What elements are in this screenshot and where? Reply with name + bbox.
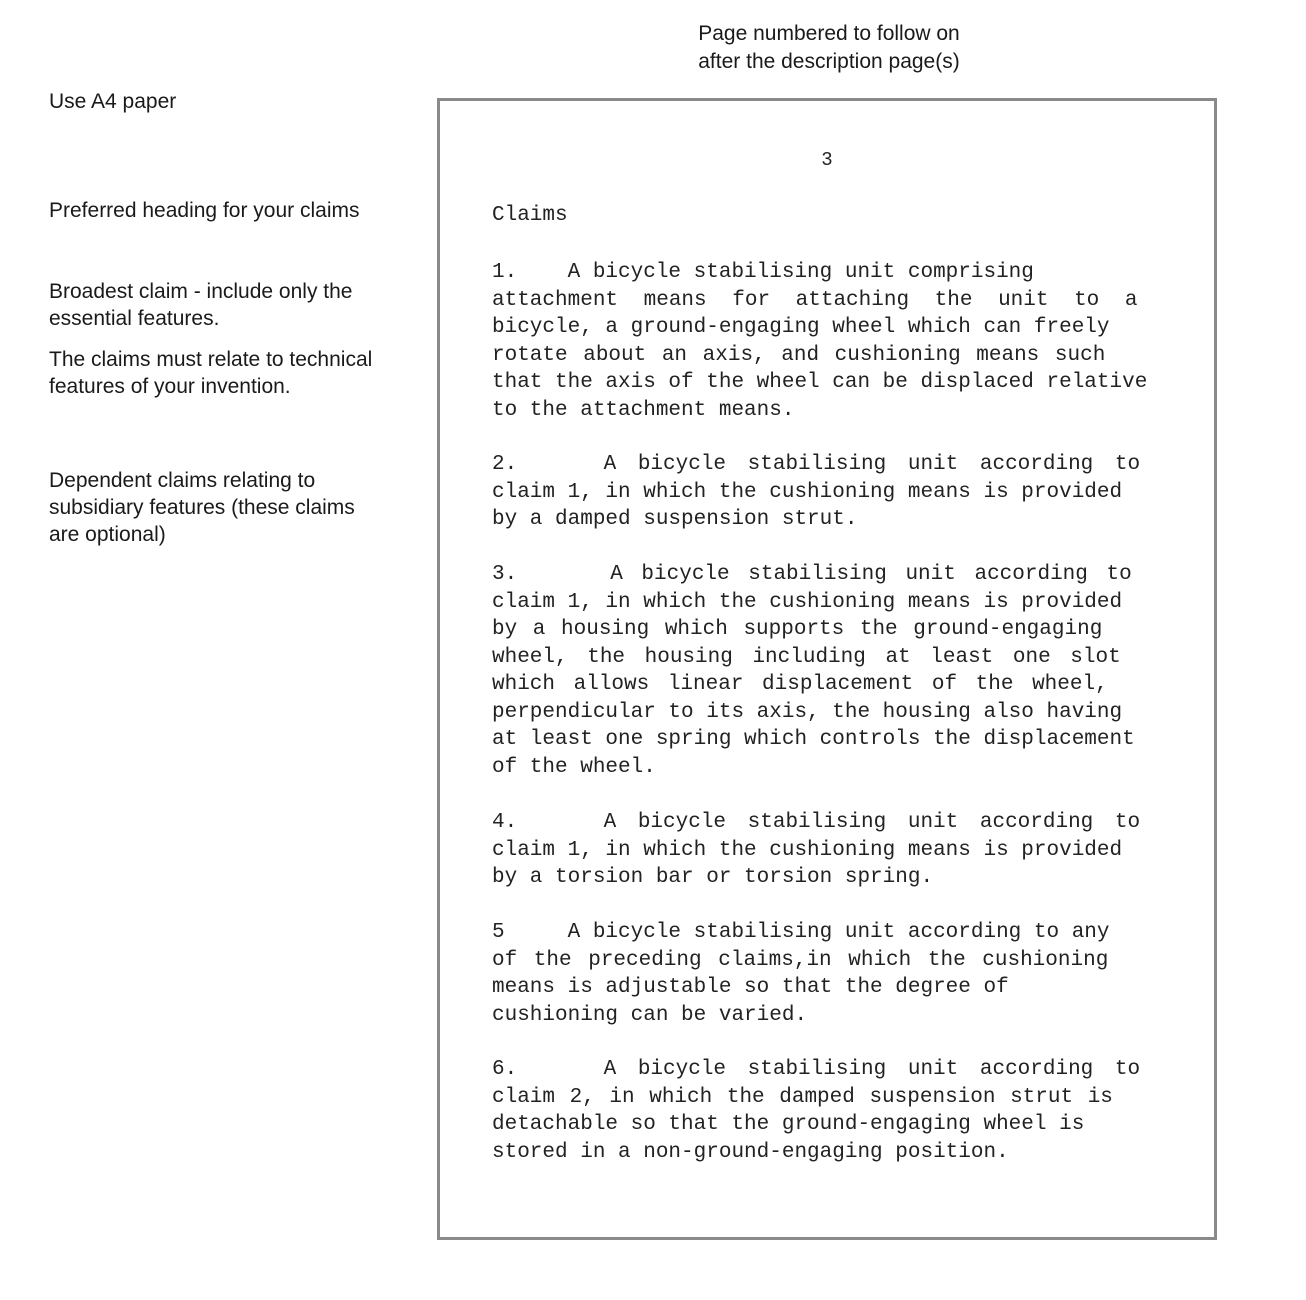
claim-line: by a housing which supports the ground-engaging bbox=[492, 618, 1103, 641]
page-number: 3 bbox=[821, 149, 833, 171]
claim-line: 3. A bicycle stabilising unit according to bbox=[492, 563, 1132, 586]
claim-line: 2. A bicycle stabilising unit according to bbox=[492, 453, 1141, 476]
claim-line: claim 1, in which the cushioning means is provided bbox=[492, 590, 1123, 614]
claims-heading: Claims bbox=[492, 204, 568, 227]
claim-line: of the wheel. bbox=[492, 755, 656, 779]
technical-features-note-line: features of your invention. bbox=[49, 375, 291, 398]
claim-6 bbox=[492, 1056, 1167, 1166]
paper-note: Use A4 paper bbox=[49, 90, 177, 113]
claim-1 bbox=[492, 259, 1167, 424]
technical-features-note bbox=[49, 346, 409, 400]
dependent-claims-note-line: subsidiary features (these claims bbox=[49, 496, 355, 519]
claim-line: claim 2, in which the damped suspension strut is bbox=[492, 1085, 1113, 1109]
broadest-claim-note bbox=[49, 278, 409, 332]
claim-line: to the attachment means. bbox=[492, 398, 795, 422]
page-number-note-line: after the description page(s) bbox=[698, 50, 960, 73]
claim-line: 5 A bicycle stabilising unit according to any bbox=[492, 921, 1110, 944]
page-number-note-line: Page numbered to follow on bbox=[698, 22, 960, 45]
claim-line: stored in a non-ground-engaging position. bbox=[492, 1140, 1009, 1164]
claim-line: attachment means for attaching the unit to a bbox=[492, 288, 1138, 312]
claim-line: that the axis of the wheel can be displaced relative bbox=[492, 371, 1148, 394]
claim-line: 4. A bicycle stabilising unit according to bbox=[492, 811, 1141, 834]
claim-line: means is adjustable so that the degree of bbox=[492, 976, 1009, 999]
claim-line: bicycle, a ground-engaging wheel which can freely bbox=[492, 316, 1110, 339]
claim-line: by a torsion bar or torsion spring. bbox=[492, 866, 934, 889]
claim-line: rotate about an axis, and cushioning means such bbox=[492, 343, 1106, 367]
claim-line: which allows linear displacement of the wheel, bbox=[492, 673, 1108, 696]
claim-line: 6. A bicycle stabilising unit according to bbox=[492, 1058, 1141, 1081]
claim-line: perpendicular to its axis, the housing also having bbox=[492, 700, 1123, 724]
dependent-claims-note-line: Dependent claims relating to bbox=[49, 469, 316, 492]
dependent-claims-note-line: are optional) bbox=[49, 523, 166, 546]
claim-line: detachable so that the ground-engaging wheel is bbox=[492, 1113, 1085, 1136]
claim-line: wheel, the housing including at least one slot bbox=[492, 645, 1121, 669]
heading-note: Preferred heading for your claims bbox=[49, 199, 360, 222]
claim-5 bbox=[492, 919, 1167, 1029]
dependent-claims-note bbox=[49, 467, 409, 548]
claim-line: of the preceding claims,in which the cushioning bbox=[492, 948, 1109, 972]
claim-4 bbox=[492, 809, 1167, 892]
page-number-note bbox=[640, 20, 1018, 76]
claim-line: claim 1, in which the cushioning means is provided bbox=[492, 838, 1123, 862]
broadest-claim-note-line: Broadest claim - include only the bbox=[49, 280, 353, 303]
claim-3 bbox=[492, 561, 1167, 781]
claim-line: 1. A bicycle stabilising unit comprising bbox=[492, 261, 1034, 284]
claim-line: cushioning can be varied. bbox=[492, 1003, 808, 1027]
broadest-claim-note-line: essential features. bbox=[49, 307, 220, 330]
claim-line: at least one spring which controls the displacement bbox=[492, 728, 1135, 751]
a4-sheet bbox=[437, 98, 1217, 1240]
claim-2 bbox=[492, 451, 1167, 534]
technical-features-note-line: The claims must relate to technical bbox=[49, 348, 373, 371]
claim-line: claim 1, in which the cushioning means is provided bbox=[492, 480, 1123, 504]
claim-line: by a damped suspension strut. bbox=[492, 508, 858, 531]
